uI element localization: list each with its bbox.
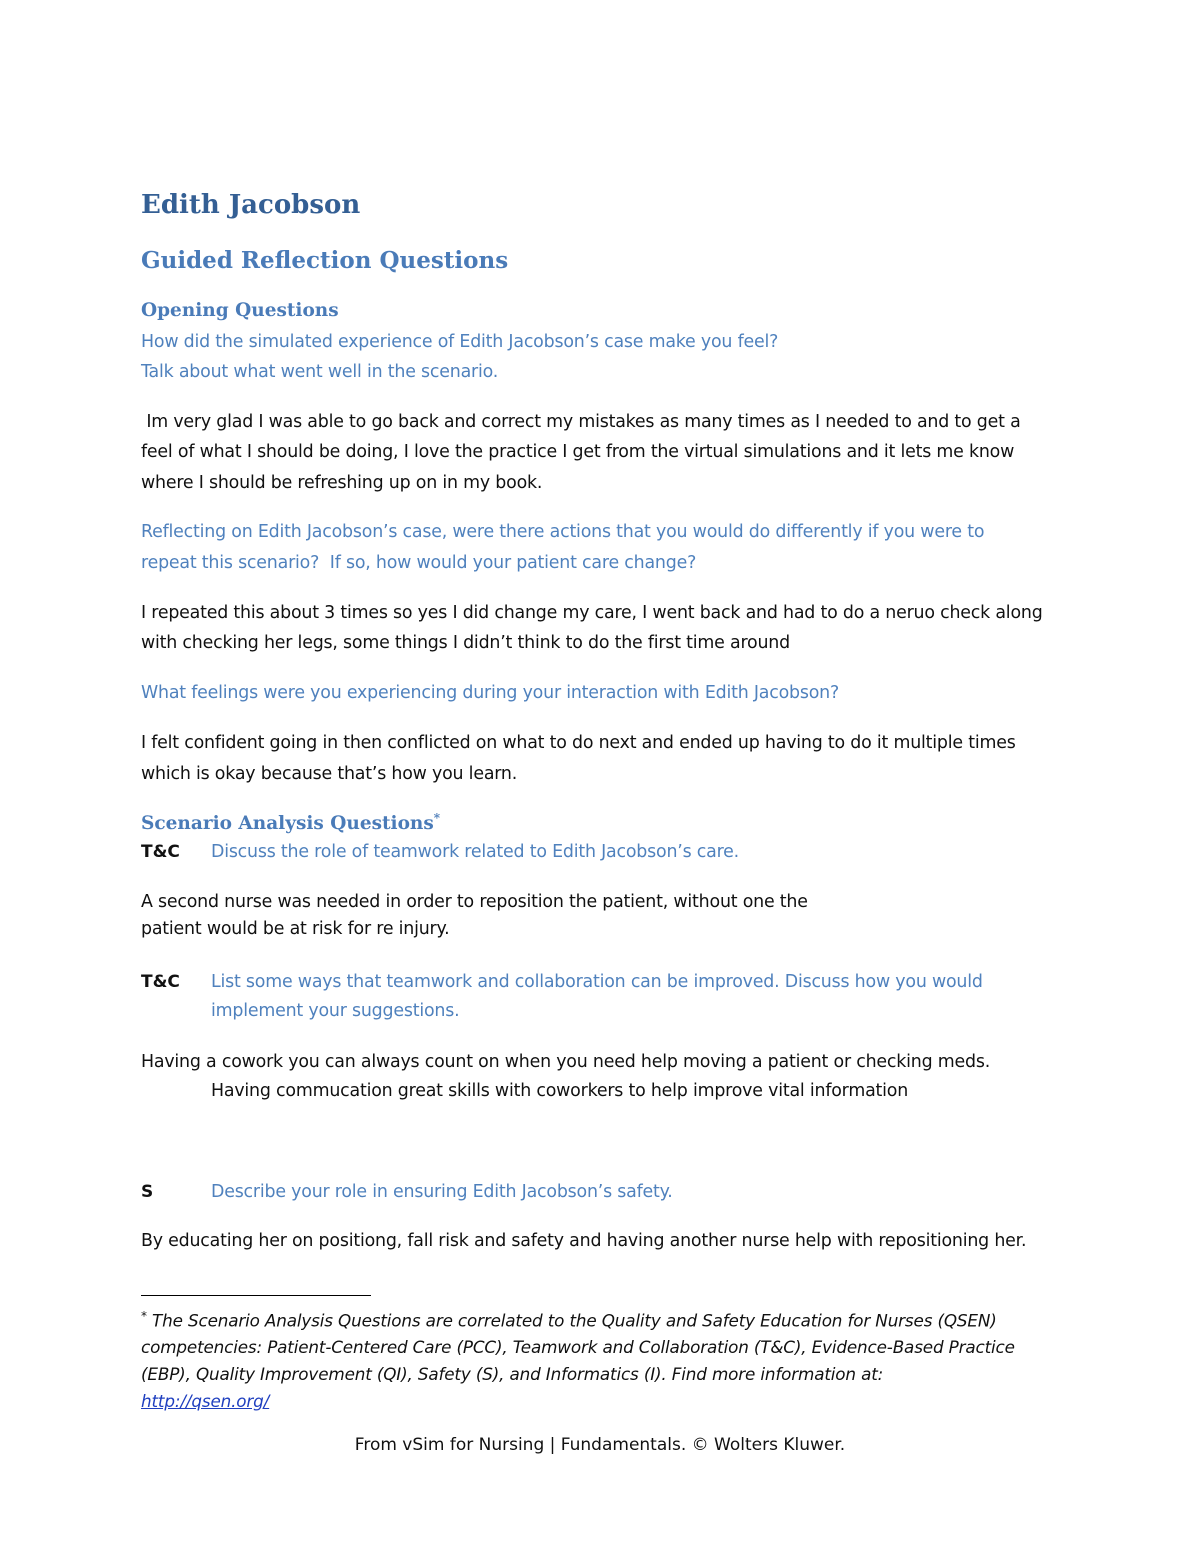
qsen-code-tc: T&C [141, 842, 180, 862]
page-footer: From vSim for Nursing | Fundamentals. © Wolters Kluwer. [354, 1435, 846, 1455]
opening-question-1-line-1: How did the simulated experience of Edith Jacobson’s case make you feel? [141, 332, 779, 352]
qsen-link[interactable]: http://qsen.org/ [141, 1391, 270, 1411]
opening-question-2-line-1: Reflecting on Edith Jacobson’s case, were there actions that you would do differently if you were to [141, 522, 985, 542]
scenario-question-1: Discuss the role of teamwork related to Edith Jacobson’s care. [211, 842, 739, 862]
footnote-line-3: (EBP), Quality Improvement (QI), Safety (S), and Informatics (I). Find more information at: [141, 1364, 884, 1384]
opening-question-3: What feelings were you experiencing during your interaction with Edith Jacobson? [141, 683, 840, 703]
opening-answer-1-line-2: feel of what I should be doing, I love the practice I get from the virtual simulations and it lets me know [141, 442, 1015, 462]
scenario-question-3: Describe your role in ensuring Edith Jacobson’s safety. [211, 1182, 673, 1202]
opening-answer-3-line-2: which is okay because that’s how you learn. [141, 764, 518, 784]
footnote-line-1-text: The Scenario Analysis Questions are correlated to the Quality and Safety Education for Nurses (QSEN) [146, 1310, 997, 1331]
footnote-line-1 [141, 1309, 997, 1331]
scenario-answer-2-line-2: Having commucation great skills with coworkers to help improve vital information [211, 1081, 909, 1101]
opening-question-1-line-2: Talk about what went well in the scenario. [141, 362, 499, 382]
scenario-analysis-heading-text: Scenario Analysis Questions [141, 813, 434, 835]
opening-answer-2-line-1: I repeated this about 3 times so yes I did change my care, I went back and had to do a neruo check along [141, 603, 1043, 623]
opening-answer-1-line-1: Im very glad I was able to go back and correct my mistakes as many times as I needed to and to get a [141, 412, 1021, 432]
footnote-line-2: competencies: Patient-Centered Care (PCC), Teamwork and Collaboration (T&C), Evidence-Based Practice [141, 1337, 1015, 1357]
scenario-answer-3: By educating her on positiong, fall risk and safety and having another nurse help with repositioning her. [141, 1231, 1027, 1251]
opening-answer-1-line-3: where I should be refreshing up on in my book. [141, 473, 543, 493]
footnote-link-line [141, 1391, 269, 1411]
scenario-analysis-heading [141, 811, 440, 834]
scenario-answer-1-line-2: patient would be at risk for re injury. [141, 919, 450, 939]
footnote-mark: * [141, 1309, 147, 1323]
scenario-question-2-line-2: implement your suggestions. [211, 1001, 460, 1021]
opening-questions-heading: Opening Questions [141, 300, 339, 321]
footnote-separator [141, 1295, 371, 1296]
qsen-code-s: S [141, 1182, 154, 1202]
page-subtitle: Guided Reflection Questions [141, 247, 509, 274]
qsen-code-tc: T&C [141, 972, 180, 992]
page-title: Edith Jacobson [141, 190, 361, 220]
footnote-reference-mark: * [433, 811, 441, 825]
scenario-answer-2-line-1: Having a cowork you can always count on when you need help moving a patient or checking meds. [141, 1052, 991, 1072]
scenario-answer-1-line-1: A second nurse was needed in order to reposition the patient, without one the [141, 892, 808, 912]
opening-answer-3-line-1: I felt confident going in then conflicted on what to do next and ended up having to do it multiple times [141, 733, 1016, 753]
opening-answer-2-line-2: with checking her legs, some things I didn’t think to do the first time around [141, 633, 790, 653]
scenario-question-2-line-1: List some ways that teamwork and collaboration can be improved. Discuss how you would [211, 972, 983, 992]
opening-question-2-line-2: repeat this scenario? If so, how would your patient care change? [141, 553, 697, 573]
